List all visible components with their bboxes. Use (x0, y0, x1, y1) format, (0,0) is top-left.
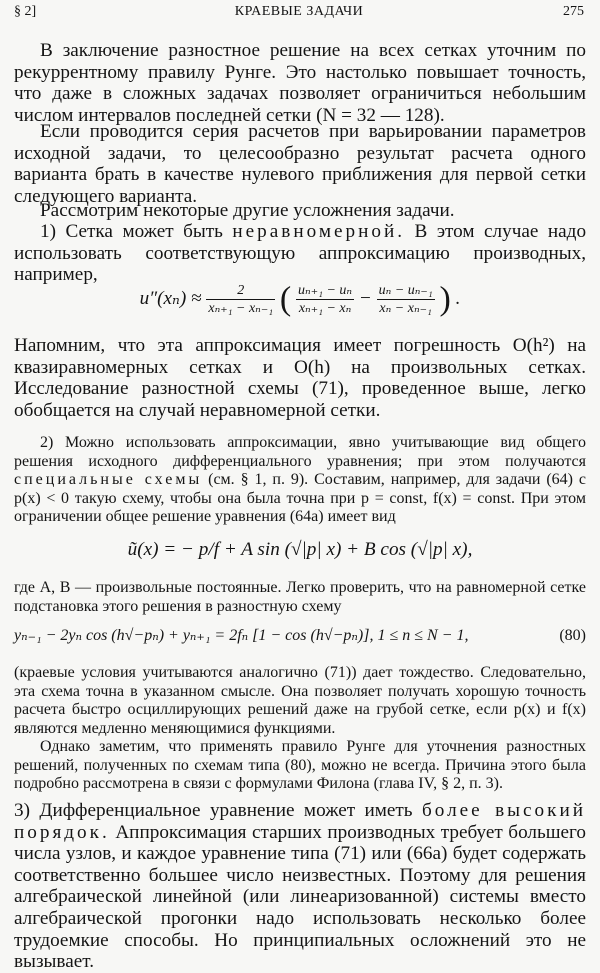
section-reference: § 2] (14, 4, 37, 19)
fraction: $\frac{\text{uₙ − uₙ₋₁}}{\text{xₙ − xₙ₋₁}}$ (378, 283, 433, 316)
equation-number: (80) (559, 627, 586, 644)
text-fragment: 3) Дифференциальное уравнение может иметь (14, 800, 413, 821)
emphasized-term: специальные схемы (14, 471, 203, 488)
left-paren: ( (279, 280, 292, 318)
paragraph-constants: где A, B — произвольные постоянные. Легко проверить, что на равномерной сетке подстановка этого решения в разностную схему (14, 579, 586, 615)
emphasized-term: неравномерной. (232, 221, 406, 242)
formula-lhs: u″(xₙ) ≈ (139, 287, 202, 309)
paragraph-runge-caveat: Однако заметим, что применять правило Рунге для уточнения разностных решений, полученных по схемам типа (80), можно не всегда. Причина этого была подробно рассмотрена в связи с формулами Филона (глава IV, § 2, п. 3). (14, 738, 586, 792)
right-paren: ) (439, 280, 451, 318)
text-fragment: 2) Можно использовать аппроксимации, явно учитывающие вид общего решения исходного дифференциального уравнения; при этом получаются (14, 434, 586, 470)
formula-end: . (455, 287, 461, 309)
fraction: $\frac{\text{uₙ₊₁ − uₙ}}{\text{xₙ₊₁ − xₙ}}$ (298, 283, 353, 316)
paragraph-higher-order (14, 800, 586, 973)
emphasized-term: более высокий порядок. (14, 800, 586, 843)
page-number: 275 (563, 4, 584, 19)
text-fragment: Аппроксимация старших производных требует большего числа узлов, и каждое уравнение типа (71) или (66а) будет содержать соответственно большее число неизвестных. Поэтому для решения алгебраической линейной (или линеаризованной) системы вместо алгебраической прогонки надо использовать несколько более трудоемкие способы. Но принципиальных осложнений это не вызывает. (14, 821, 587, 973)
formula-difference-scheme (14, 627, 586, 646)
running-title: КРАЕВЫЕ ЗАДАЧИ (234, 4, 364, 19)
scheme-equation: yₙ₋₁ − 2yₙ cos (h√−pₙ) + yₙ₊₁ = 2fₙ [1 − cos (h√−pₙ)], 1 ≤ n ≤ N − 1, (14, 627, 469, 644)
minus-sign: − (358, 287, 372, 309)
text-fragment: 1) Сетка может быть (40, 221, 223, 242)
paragraph-nonuniform-grid (14, 221, 586, 286)
formula-general-solution: ũ(x) = − p/f + A sin (√|p| x) + B cos (√|p| x), (127, 539, 473, 560)
text-fragment: (см. § 1, п. 9). Составим, например, для задачи (64) с p(x) < 0 такую схему, чтобы она была точна при p = const, f(x) = const. При этом ограничении общее решение уравнения (64а) имеет вид (14, 471, 586, 525)
paragraph-special-schemes (14, 434, 586, 527)
paragraph-other-complications: Рассмотрим некоторые другие усложнения задачи. (40, 200, 455, 221)
text-fragment: В этом случае надо использовать соответствующую аппроксимацию производных, например, (14, 221, 587, 286)
paragraph-identity: (краевые условия учитываются аналогично (71)) дает тождество. Следовательно, эта схема точна в указанном смысле. Она позволяет получать хорошую точность расчета быстро осциллирующих решений даже на грубой сетке, если p(x) и f(x) являются медленно меняющимися функциями. (14, 664, 586, 737)
paragraph-series-of-calculations: Если проводится серия расчетов при варьировании параметров исходной задачи, то целесообразно результат расчета одного варианта брать в качестве нулевого приближения для первой сетки следующего варианта. (14, 121, 586, 207)
paragraph-approximation-error: Напомним, что эта аппроксимация имеет погрешность O(h²) на квазиравномерных сетках и O(h) на произвольных сетках. Исследование разностной схемы (71), проведенное выше, легко обобщается на случай неравномерной сетки. (14, 335, 586, 421)
fraction: $\frac{2}{\text{xₙ₊₁ − xₙ₋₁}}$ (208, 283, 274, 316)
running-header (14, 4, 584, 24)
formula-second-derivative (14, 282, 586, 326)
paragraph-runge-refinement: В заключение разностное решение на всех сетках уточним по рекуррентному правилу Рунге. Это настолько повышает точность, что даже в сложных задачах позволяет ограничиться небольшим числом интервалов последней сетки (N = 32 — 128). (14, 40, 586, 126)
